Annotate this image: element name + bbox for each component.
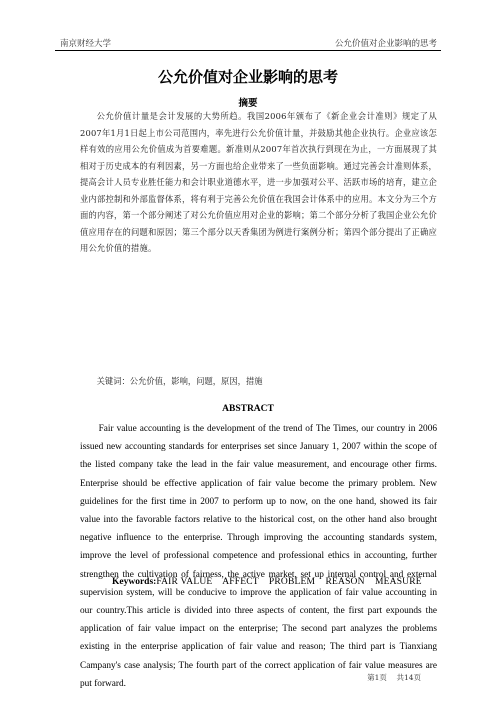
english-abstract-body: Fair value accounting is the development of the trend of The Times, our country in 2006 issued new accounting standards for enterprises set since January 1, 2007 within the scope of the listed company take the lead in the fair value measurement, and encourage other firms. Enterprise should be effective application of fair value become the primary problem. New guidelines for the first time in 2007 to perform up to now, on the one hand, showed its fair value into the favorable factors relative to the historical cost, on the other hand also brought negative influence to the enterprise. Through improving the accounting standards system, improve the level of professional competence and professional ethics in accounting, further strengthen the cultivation of fairness, the active market, set up internal control and external supervision system, will be conducive to improve the application of fair value accounting in our country.This article is divided into three aspects of content, the first part expounds the application of fair value impact on the enterprise; The second part analyzes the problems existing in the enterprise application of fair value and reason; The third part is Tianxiang Campany's case analysis; The fourth part of the correct application of fair value measures are put forward. [80,424,437,689]
chinese-abstract-heading: 摘要 [238,98,258,109]
chinese-abstract-body: 公允价值计量是会计发展的大势所趋。我国2006年颁布了《新企业会计准则》规定了从2007年1月1日起上市公司范围内，率先进行公允价值计量，并鼓励其他企业执行。企业应该怎样有效的应用公允价值成为首要难题。新准则从2007年首次执行到现在为止，一方面展现了其相对于历史成本的有利因素，另一方面也给企业带来了一些负面影响。通过完善会计准则体系，提高会计人员专业胜任能力和会计职业道德水平，进一步加强对公平、活跃市场的培育，建立企业内部控制和外部监督体系，将有利于完善公允价值在我国会计体系中的应用。本文分为三个方面的内容，第一个部分阐述了对公允价值应用对企业的影响；第二个部分分析了我国企业公允价值应用存在的问题和原因；第三个部分以天香集团为例进行案例分析；第四个部分提出了正确应用公允价值的措施。 [80,111,437,253]
page-header [55,36,441,51]
chinese-keywords: 关键词：公允价值，影响，问题，原因，措施 [96,376,263,386]
english-keywords-label: Keywords: [112,577,157,587]
english-abstract-heading: ABSTRACT [222,404,274,414]
page-number: 第1页 共14页 [367,673,421,682]
paper-title: 公允价值对企业影响的思考 [157,68,338,86]
header-running-title: 公允价值对企业影响的思考 [334,39,437,49]
english-keywords [112,577,452,587]
english-keywords-list: FAIR VALUE AFFECT PROBLEM REASON MEASURE [156,577,422,587]
header-university: 南京财经大学 [60,39,112,49]
